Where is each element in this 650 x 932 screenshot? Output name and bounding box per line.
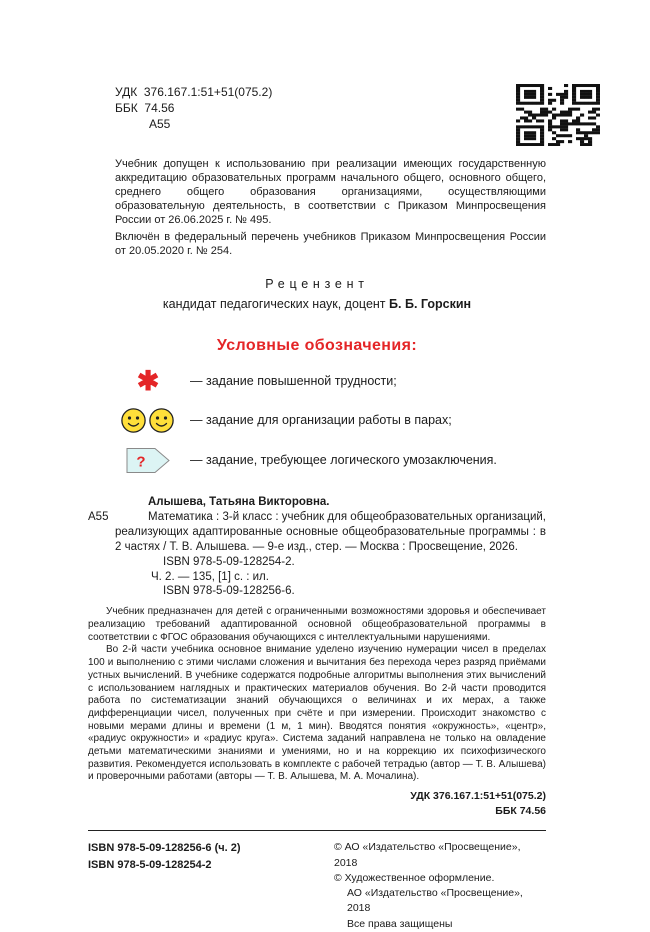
- author-sign-code: А55: [149, 117, 171, 131]
- catalog-card: [88, 496, 546, 819]
- reviewer-block: [88, 277, 546, 311]
- catalog-code: А55: [88, 510, 109, 523]
- footer-isbn-block: [88, 840, 241, 931]
- reviewer-heading: Рецензент: [265, 276, 369, 291]
- legend-item-label: — задание для организации работы в парах;: [190, 413, 452, 428]
- difficulty-asterisk-icon: ✱: [136, 365, 160, 396]
- qr-code: [516, 84, 600, 146]
- udk-right-line: УДК 376.167.1:51+51(075.2): [410, 790, 546, 803]
- classification-block: [115, 84, 546, 132]
- legend-heading: Условные обозначения:: [216, 336, 418, 354]
- footer-isbn-part: ISBN 978-5-09-128256-6 (ч. 2): [88, 842, 241, 855]
- annotation-paragraph-2: Во 2-й части учебника основное внимание уделено изучению нумерации чисел в пределах 100 и выполнению с этими числами сложения и вычитания без перехода через разряд приёмами устных вычислений. В учебнике содержатся подробные алгоритмы выполнения этих вычислений с использованием наглядных и практических материалов обучения. Во 2-й части проводится работа по систематизации знаний обучающихся о величинах и их мерах, а также дифференциации чисел, полученных при счёте и при измерении. Происходит знакомство с новыми мерами длины и времени (1 м, 1 мин). Вводятся понятия «окружность», «центр», «радиус окружности» и «радиус круга». Система заданий направлена не только на овладение детьми математическими знаниями и умениями, но и на коррекцию их психофизического развития. Рекомендуется использовать в комплекте с рабочей тетрадью (автор — Т. В. Алышева) и проверочными работами (авторы — Т. В. Алышева, М. А. Мочалина).: [88, 644, 546, 783]
- udk-line: УДК 376.167.1:51+51(075.2): [115, 85, 273, 99]
- copyright-line: АО «Издательство «Просвещение», 2018: [347, 887, 523, 915]
- catalog-description: Математика : 3-й класс : учебник для общеобразовательных организаций, реализующих адаптированные основные общеобразовательные программы : в 2 частях / Т. В. Алышева. — 9-е изд., стер. — Москва : Просвещение, 2026.: [115, 510, 546, 553]
- legend-item-label: — задание, требующее логического умозаключения.: [190, 453, 497, 468]
- catalog-author: Алышева, Татьяна Викторовна.: [148, 495, 330, 508]
- bbk-line: ББК 74.56: [115, 101, 175, 115]
- pair-smileys-icon: [120, 407, 176, 434]
- part-line: Ч. 2. — 135, [1] с. : ил.: [151, 570, 269, 583]
- isbn-part-line: ISBN 978-5-09-128256-6.: [163, 585, 295, 598]
- federal-list-paragraph: Включён в федеральный перечень учебников Приказом Минпросвещения России от 20.05.2020 г. № 254.: [115, 230, 546, 257]
- reviewer-degree: кандидат педагогических наук, доцент: [162, 296, 386, 311]
- footer: [88, 840, 546, 931]
- legend-item-difficulty: [116, 365, 546, 396]
- bbk-right-line: ББК 74.56: [495, 804, 546, 817]
- isbn-main-line: ISBN 978-5-09-128254-2.: [163, 555, 295, 568]
- approval-paragraph: Учебник допущен к использованию при реализации имеющих государственную аккредитацию образовательных программ начального общего, основного общего, среднего общего образования организациями, осуществляющими образовательную деятельность, в соответствии с Приказом Минпросвещения России от 26.06.2025 г. № 495.: [115, 158, 546, 226]
- footer-isbn-main: ISBN 978-5-09-128254-2: [88, 859, 212, 872]
- footer-divider: [88, 830, 546, 831]
- copyright-line: Все права защищены: [347, 917, 453, 930]
- copyright-block: [334, 840, 546, 931]
- classification-right-block: [88, 789, 546, 818]
- reviewer-name: Б. Б. Горскин: [389, 296, 472, 311]
- copyright-line: © Художественное оформление.: [334, 871, 495, 884]
- copyright-line: © АО «Издательство «Просвещение», 2018: [334, 841, 521, 869]
- logic-question-mark: ?: [136, 453, 146, 471]
- logic-arrow-icon: [126, 447, 170, 474]
- reviewer-line: [88, 297, 546, 311]
- legend-item-label: — задание повышенной трудности;: [190, 373, 397, 388]
- legend-item-pair-work: [116, 407, 546, 434]
- legend-item-logic: [116, 447, 546, 474]
- annotation-paragraph-1: Учебник предназначен для детей с ограниченными возможностями здоровья и обеспечивает реализацию требований адаптированной основной общеобразовательной программы в соответствии с ФГОС образования обучающихся с интеллектуальными нарушениями.: [88, 606, 546, 643]
